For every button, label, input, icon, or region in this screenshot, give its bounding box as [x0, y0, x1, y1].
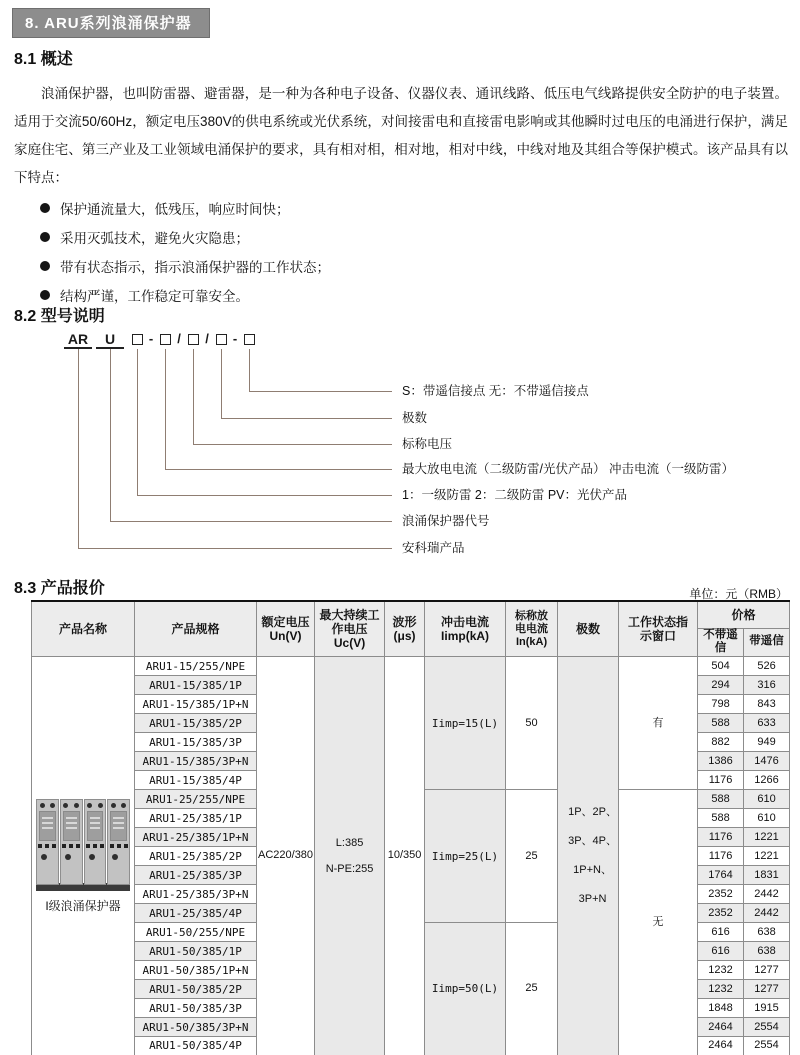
diagram-connector-line [165, 469, 392, 470]
feature-text: 带有状态指示，指示浪涌保护器的工作状态； [60, 259, 330, 275]
col-header-in [506, 601, 558, 657]
diagram-connector-line [137, 349, 138, 495]
price-plain-cell: 2352 [698, 885, 744, 904]
header-line: 额定电压 [261, 615, 310, 630]
col-header-spec: 产品规格 [135, 601, 257, 657]
price-plain-cell: 616 [698, 923, 744, 942]
price-plain-cell: 588 [698, 714, 744, 733]
model-separator: / [205, 331, 209, 346]
rated-voltage-cell: AC220/380 [257, 657, 315, 1055]
model-part-label: S：带遥信接点 无：不带遥信接点 [402, 384, 589, 398]
photo-modules [36, 799, 130, 885]
spec-cell: ARU1-25/385/3P [135, 866, 257, 885]
spec-cell: ARU1-50/385/1P+N [135, 961, 257, 980]
model-separator: - [148, 331, 154, 346]
model-diagram [14, 330, 788, 565]
col-header-price-plain: 不带遥信 [698, 628, 744, 657]
header-line: In(kA) [515, 635, 548, 648]
price-remote-cell: 2554 [744, 1018, 790, 1037]
diagram-connector-line [249, 349, 250, 391]
spec-cell: ARU1-15/385/4P [135, 771, 257, 790]
bullet-icon [40, 261, 50, 271]
price-remote-cell: 638 [744, 923, 790, 942]
model-part-label: 标称电压 [402, 437, 453, 451]
price-remote-cell: 1221 [744, 847, 790, 866]
feature-text: 结构严谨，工作稳定可靠安全。 [60, 288, 249, 304]
price-remote-cell: 1277 [744, 961, 790, 980]
col-header-name: 产品名称 [32, 601, 135, 657]
unit-note: 单位：元（RMB） [689, 587, 788, 601]
max-voltage-cell [315, 657, 385, 1055]
price-plain-cell: 1232 [698, 961, 744, 980]
price-remote-cell: 843 [744, 695, 790, 714]
price-plain-cell: 1176 [698, 771, 744, 790]
model-placeholder-box [216, 334, 227, 345]
price-remote-cell: 1831 [744, 866, 790, 885]
price-plain-cell: 588 [698, 809, 744, 828]
spec-cell: ARU1-15/385/3P [135, 733, 257, 752]
price-plain-cell: 798 [698, 695, 744, 714]
spec-cell: ARU1-50/385/2P [135, 980, 257, 999]
col-header-price-remote: 带遥信 [744, 628, 790, 657]
feature-item [40, 222, 330, 251]
spec-cell: ARU1-50/385/1P [135, 942, 257, 961]
photo-module [84, 799, 107, 885]
header-line: 工作状态指 [628, 615, 689, 630]
diagram-connector-line [249, 391, 392, 392]
model-heading: 8.2 型号说明 [14, 308, 105, 325]
model-part-label: 极数 [402, 411, 428, 425]
price-remote-cell: 526 [744, 657, 790, 676]
feature-text: 保护通流量大，低残压，响应时间快； [60, 201, 290, 217]
section-banner: 8. ARU系列浪涌保护器 [12, 8, 210, 38]
nominal-current-cell: 50 [506, 657, 558, 790]
spec-cell: ARU1-15/385/1P+N [135, 695, 257, 714]
nominal-current-cell: 25 [506, 923, 558, 1055]
diagram-connector-line [193, 444, 392, 445]
spec-cell: ARU1-50/385/3P+N [135, 1018, 257, 1037]
model-placeholder-box [160, 334, 171, 345]
spec-cell: ARU1-25/385/4P [135, 904, 257, 923]
price-remote-cell: 633 [744, 714, 790, 733]
price-plain-cell: 2464 [698, 1018, 744, 1037]
model-token: AR [64, 332, 92, 349]
header-line: 示窗口 [640, 629, 677, 644]
header-line: 冲击电流 [441, 615, 490, 630]
product-name-label: I级浪涌保护器 [45, 898, 121, 913]
bullet-icon [40, 203, 50, 213]
header-line: Iimp(kA) [441, 629, 490, 644]
impulse-current-cell: Iimp=15(L) [425, 657, 506, 790]
diagram-connector-line [165, 349, 166, 469]
diagram-connector-line [221, 349, 222, 418]
diagram-connector-line [110, 521, 392, 522]
poles-line: 3P、4P、 [568, 834, 617, 847]
header-line: 最大持续工 [319, 608, 380, 623]
spec-cell: ARU1-15/255/NPE [135, 657, 257, 676]
diagram-connector-line [110, 349, 111, 521]
impulse-current-cell: Iimp=50(L) [425, 923, 506, 1055]
price-remote-cell: 2554 [744, 1037, 790, 1055]
max-voltage-line: L:385 [335, 836, 364, 849]
poles-line: 1P、2P、 [568, 805, 617, 818]
spec-cell: ARU1-25/385/2P [135, 847, 257, 866]
status-window-cell: 无 [619, 790, 698, 1055]
model-part-label: 最大放电电流（二级防雷/光伏产品） 冲击电流（一级防雷） [402, 462, 734, 476]
price-plain-cell: 1386 [698, 752, 744, 771]
header-line: 电电流 [515, 622, 549, 635]
price-remote-cell: 610 [744, 790, 790, 809]
model-placeholder-box [244, 334, 255, 345]
price-remote-cell: 610 [744, 809, 790, 828]
nominal-current-cell: 25 [506, 790, 558, 923]
price-plain-cell: 882 [698, 733, 744, 752]
price-remote-cell: 1277 [744, 980, 790, 999]
price-remote-cell: 1476 [744, 752, 790, 771]
header-line: (μs) [393, 629, 416, 644]
col-header-wave [385, 601, 425, 657]
col-header-iimp [425, 601, 506, 657]
diagram-connector-line [193, 349, 194, 444]
impulse-current-cell: Iimp=25(L) [425, 790, 506, 923]
feature-text: 采用灭弧技术，避免火灾隐患； [60, 230, 249, 246]
product-photo [36, 799, 130, 891]
header-line: 波形 [392, 615, 417, 630]
price-plain-cell: 1232 [698, 980, 744, 999]
bullet-icon [40, 290, 50, 300]
header-line: 标称放 [515, 609, 549, 622]
model-placeholder-box [132, 334, 143, 345]
price-remote-cell: 2442 [744, 885, 790, 904]
price-remote-cell: 1266 [744, 771, 790, 790]
spec-cell: ARU1-15/385/1P [135, 676, 257, 695]
model-part-label: 安科瑞产品 [402, 541, 465, 555]
header-line: Un(V) [269, 629, 302, 644]
photo-module [36, 799, 59, 885]
col-header-uc [315, 601, 385, 657]
price-plain-cell: 2464 [698, 1037, 744, 1055]
feature-item [40, 251, 330, 280]
model-placeholder-box [188, 334, 199, 345]
col-header-window [619, 601, 698, 657]
col-header-poles: 极数 [558, 601, 619, 657]
diagram-connector-line [221, 418, 392, 419]
max-voltage-line: N-PE:255 [325, 862, 374, 875]
model-part-label: 浪涌保护器代号 [402, 514, 490, 528]
price-plain-cell: 504 [698, 657, 744, 676]
spec-cell: ARU1-25/385/3P+N [135, 885, 257, 904]
pricing-table [31, 600, 790, 1055]
waveform-cell: 10/350 [385, 657, 425, 1055]
price-plain-cell: 616 [698, 942, 744, 961]
feature-list [40, 193, 330, 309]
photo-module [107, 799, 130, 885]
model-separator: - [232, 331, 238, 346]
price-remote-cell: 2442 [744, 904, 790, 923]
spec-cell: ARU1-25/385/1P [135, 809, 257, 828]
price-plain-cell: 1176 [698, 847, 744, 866]
diagram-connector-line [137, 495, 392, 496]
price-remote-cell: 638 [744, 942, 790, 961]
model-part-label: 1：一级防雷 2：二级防雷 PV：光伏产品 [402, 488, 628, 502]
poles-line: 1P+N、 [573, 863, 612, 876]
spec-cell: ARU1-25/255/NPE [135, 790, 257, 809]
price-plain-cell: 2352 [698, 904, 744, 923]
price-plain-cell: 1764 [698, 866, 744, 885]
price-plain-cell: 588 [698, 790, 744, 809]
poles-line: 3P+N [578, 892, 607, 905]
overview-paragraph: 浪涌保护器，也叫防雷器、避雷器，是一种为各种电子设备、仪器仪表、通讯线路、低压电气线路提供安全防护的电子装置。适用于交流50/60Hz，额定电压380V的供电系统或光伏系统，对间接雷电和直接雷电影响或其他瞬时过电压的电涌进行保护，满足家庭住宅、第三产业及工业领域电涌保护的要求，具有相对相，相对地，相对中线，中线对地及其组合等保护模式。该产品具有以下特点： [14, 86, 788, 185]
overview-heading: 8.1 概述 [14, 51, 73, 68]
price-remote-cell: 1915 [744, 999, 790, 1018]
col-header-price: 价格 [698, 601, 790, 628]
pricing-heading: 8.3 产品报价 [14, 580, 105, 597]
price-remote-cell: 316 [744, 676, 790, 695]
price-plain-cell: 1848 [698, 999, 744, 1018]
model-token: U [96, 332, 124, 349]
spec-cell: ARU1-25/385/1P+N [135, 828, 257, 847]
col-header-un [257, 601, 315, 657]
spec-cell: ARU1-50/385/3P [135, 999, 257, 1018]
spec-cell: ARU1-50/385/4P [135, 1037, 257, 1055]
spec-cell: ARU1-50/255/NPE [135, 923, 257, 942]
diagram-connector-line [78, 349, 79, 548]
feature-item [40, 193, 330, 222]
price-remote-cell: 949 [744, 733, 790, 752]
price-plain-cell: 1176 [698, 828, 744, 847]
spec-cell: ARU1-15/385/2P [135, 714, 257, 733]
header-line: 作电压Uc(V) [331, 622, 368, 651]
photo-module [60, 799, 83, 885]
model-separator: / [177, 331, 181, 346]
price-remote-cell: 1221 [744, 828, 790, 847]
price-plain-cell: 294 [698, 676, 744, 695]
diagram-connector-line [78, 548, 392, 549]
bullet-icon [40, 232, 50, 242]
product-name-cell [32, 657, 135, 1055]
spec-cell: ARU1-15/385/3P+N [135, 752, 257, 771]
poles-cell [558, 657, 619, 1055]
status-window-cell: 有 [619, 657, 698, 790]
